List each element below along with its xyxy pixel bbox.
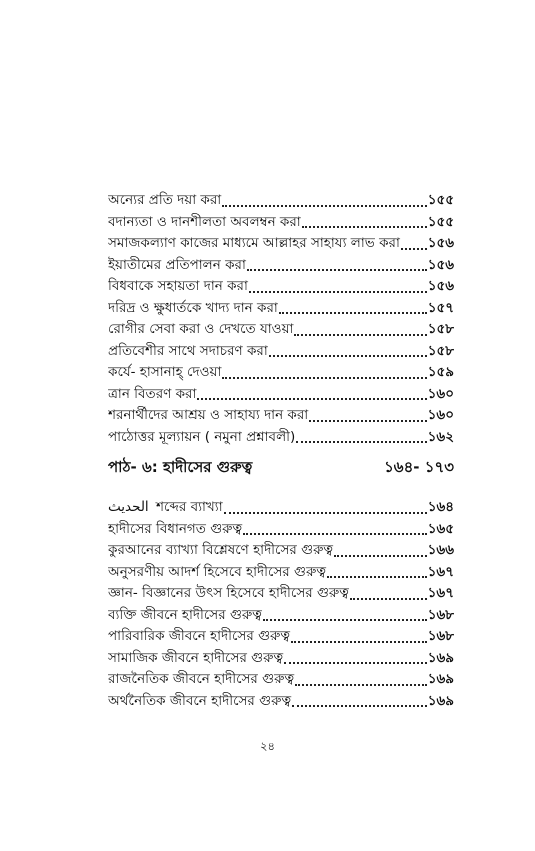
dot-leader [401, 248, 427, 250]
dot-leader [296, 441, 426, 443]
toc-entry [108, 255, 454, 277]
dot-leader [295, 684, 427, 686]
toc-entry-page: ১৬৭ [427, 563, 454, 580]
dot-leader [350, 598, 427, 600]
toc-entry [108, 583, 454, 605]
toc-entry-page: ১৬০ [427, 385, 454, 402]
toc-entry-page: ১৫৬ [427, 235, 454, 251]
chapter-page-range: ১৬৪- ১৭৩ [384, 458, 454, 476]
dot-leader [269, 355, 427, 357]
toc-entry-page: ১৫৮ [427, 321, 454, 337]
toc-entry-text: পাঠোত্তর মূল্যায়ন ( নমুনা প্রশ্নাবলী) [108, 428, 296, 445]
toc-entry-text: বদান্যতা ও দানশীলতা অবলম্বন করা [108, 213, 301, 230]
toc-entry [108, 276, 454, 298]
toc-section-2 [108, 497, 454, 712]
toc-entry [108, 405, 454, 427]
dot-leader [292, 705, 427, 707]
toc-entry-page: ১৬২ [427, 428, 454, 445]
toc-entry [108, 648, 454, 670]
toc-entry-text: জ্ঞান- বিজ্ঞানের উৎস হিসেবে হাদীসের গুরুত্ব [108, 585, 349, 601]
toc-entry [108, 190, 454, 212]
toc-entry-text: অর্থনৈতিক জীবনে হাদীসের গুরুত্ব [108, 692, 292, 709]
toc-entry-page: ১৫৯ [427, 364, 454, 380]
toc-entry [108, 233, 454, 255]
toc-entry-text: সামাজিক জীবনে হাদীসের গুরুত্ব [108, 649, 284, 666]
chapter-title: পাঠ- ৬: হাদীসের গুরুত্ব [108, 458, 253, 476]
toc-entry-text: অন্যের প্রতি দয়া করা [108, 192, 222, 208]
toc-entry [108, 605, 454, 627]
toc-entry-page: ১৫৫ [427, 192, 454, 208]
toc-entry-page: ১৬৬ [427, 542, 454, 558]
dot-leader [279, 312, 427, 314]
dot-leader [243, 533, 427, 535]
toc-entry-page: ১৫৫ [427, 213, 454, 230]
toc-entry [108, 427, 454, 449]
toc-entry-page: ১৬০ [427, 407, 454, 423]
toc-entry-text: রাজনৈতিক জীবনে হাদীসের গুরুত্ব [108, 671, 295, 687]
toc-entry-text: কুরআনের ব্যাখ্যা বিশ্লেষণে হাদীসের গুরুত্ব [108, 542, 334, 558]
dot-leader [291, 641, 427, 643]
toc-entry-page: ১৫৬ [427, 278, 454, 294]
dot-leader [302, 226, 427, 228]
page-number: ২৪ [260, 739, 275, 753]
dot-leader [263, 619, 427, 621]
toc-entry-page: ১৬৯ [427, 649, 454, 666]
toc-entry-text: সমাজকল্যাণ কাজের মাধ্যমে আল্লাহর সাহায্য লাভ করা [108, 235, 400, 251]
chapter-heading [108, 456, 454, 478]
dot-leader [284, 662, 427, 664]
toc-entry-page: ১৬৪ [427, 499, 454, 515]
dot-leader [334, 555, 427, 557]
toc-entry [108, 519, 454, 541]
toc-entry [108, 497, 454, 519]
dot-leader [222, 377, 426, 379]
toc-entry-text: হাদীসের বিধানগত গুরুত্ব [108, 520, 243, 537]
toc-entry-text: কর্যে- হাসানাহ্ দেওয়া [108, 364, 222, 380]
toc-entry-page: ১৫৭ [427, 299, 454, 316]
toc-entry-page: ১৬৫ [427, 520, 454, 537]
dot-leader [327, 576, 427, 578]
dot-leader [294, 334, 426, 336]
toc-entry-page: ১৫৮ [427, 342, 454, 359]
dot-leader [309, 420, 426, 422]
toc-entry-text: পারিবারিক জীবনে হাদীসের গুরুত্ব [108, 628, 291, 644]
toc-entry-page: ১৬৮ [427, 628, 454, 644]
toc-entry-text: ব্যক্তি জীবনে হাদীসের গুরুত্ব [108, 606, 262, 623]
arabic-word: الحديث [108, 499, 149, 515]
toc-entry-text: প্রতিবেশীর সাথে সদাচরণ করা [108, 342, 268, 359]
dot-leader [224, 512, 427, 514]
toc-entry-page: ১৬৯ [427, 692, 454, 709]
dot-leader [247, 269, 427, 271]
toc-entry [108, 669, 454, 691]
toc-entry-page: ১৬৮ [427, 606, 454, 623]
dot-leader [197, 398, 426, 400]
toc-entry-text: শরনার্থীদের আশ্রয় ও সাহায্য দান করা [108, 407, 309, 423]
toc-entry [108, 212, 454, 234]
toc-entry-page: ১৬৯ [427, 671, 454, 687]
toc-entry-text: ত্রান বিতরণ করা [108, 385, 197, 402]
toc-entry-text: রোগীর সেবা করা ও দেখতে যাওয়া [108, 321, 294, 337]
toc-entry-text: দরিদ্র ও ক্ষুধার্তকে খাদ্য দান করা [108, 299, 278, 316]
toc-entry-text: ইয়াতীমের প্রতিপালন করা [108, 256, 246, 273]
toc-entry [108, 562, 454, 584]
toc-section-1 [108, 190, 454, 448]
dot-leader [249, 291, 427, 293]
toc-entry [108, 298, 454, 320]
toc-entry [108, 384, 454, 406]
toc-entry [108, 362, 454, 384]
toc-entry [108, 691, 454, 713]
toc-entry [108, 341, 454, 363]
toc-entry-page: ১৬৭ [427, 585, 454, 601]
toc-entry [108, 319, 454, 341]
toc-entry-page: ১৫৬ [427, 256, 454, 273]
toc-entry-text: বিধবাকে সহায়তা দান করা [108, 278, 248, 294]
dot-leader [222, 205, 427, 207]
toc-entry [108, 540, 454, 562]
toc-entry-text: الحديث শব্দের ব্যাখ্যা [108, 499, 223, 515]
toc-entry-text: অনুসরণীয় আদর্শ হিসেবে হাদীসের গুরুত্ব [108, 563, 326, 580]
toc-entry [108, 626, 454, 648]
